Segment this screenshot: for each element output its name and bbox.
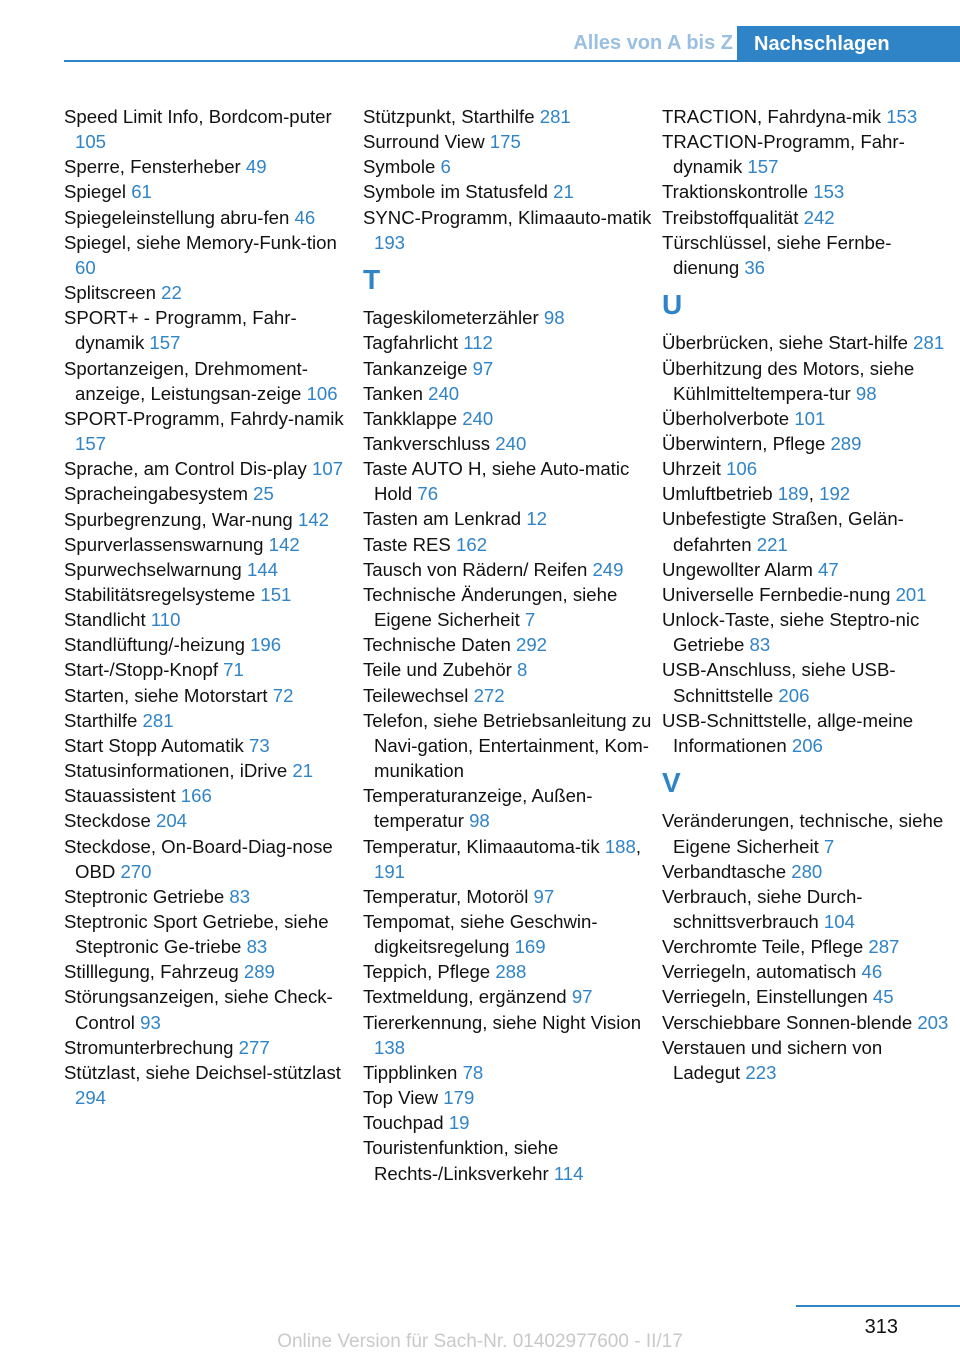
index-entry <box>64 808 354 833</box>
page-reference-link[interactable]: 47 <box>818 558 839 580</box>
page-reference-link[interactable]: 292 <box>515 634 548 656</box>
index-entry <box>662 230 952 280</box>
index-entry-text: Stützpunkt, Starthilfe <box>363 106 540 127</box>
page-reference-link[interactable]: 192 <box>819 483 851 505</box>
index-entry <box>64 280 354 305</box>
page-reference-link[interactable]: 19 <box>448 1112 470 1134</box>
index-entry <box>363 984 653 1009</box>
index-entry <box>662 481 952 506</box>
page-reference-link[interactable]: 153 <box>813 181 845 203</box>
page-reference-link[interactable]: 104 <box>823 910 855 932</box>
watermark: Online Version für Sach-Nr. 01402977600 - II/17 <box>277 1331 683 1352</box>
index-entry-text: Türschlüssel, siehe Fernbe-dienung <box>662 231 892 278</box>
index-entry <box>662 808 952 858</box>
index-entry-text: Stabilitätsregelsysteme <box>64 583 261 605</box>
index-entry-text: Tankklappe <box>363 407 463 429</box>
page-reference-link[interactable]: 240 <box>495 433 527 455</box>
page-reference-link[interactable]: 175 <box>489 131 521 153</box>
page-reference-link[interactable]: 46 <box>861 961 883 983</box>
index-entry-text: Sportanzeigen, Drehmoment-anzeige, Leistungsan-zeige <box>64 357 308 404</box>
index-entry <box>363 406 653 431</box>
page-reference-link[interactable]: 73 <box>249 734 270 756</box>
index-entry-text: Traktionskontrolle <box>662 181 814 203</box>
index-entry <box>64 632 354 657</box>
index-entry-text: Überhitzung des Motors, siehe Kühlmitteltempera-tur <box>662 357 915 404</box>
index-entry <box>662 1010 952 1035</box>
index-entry-text: Verstauen und sichern von Ladegut <box>662 1036 883 1083</box>
index-entry <box>662 984 952 1009</box>
page-reference-link[interactable]: 36 <box>744 256 766 278</box>
index-entry-text: Verbandtasche <box>662 860 792 882</box>
index-entry-text: Ungewollter Alarm <box>662 558 819 580</box>
page-reference-link[interactable]: 21 <box>292 760 314 782</box>
index-entry <box>64 758 354 783</box>
index-entry-text: Starthilfe <box>64 709 143 731</box>
page-reference-link[interactable]: 272 <box>473 684 505 706</box>
page-reference-link[interactable]: 60 <box>75 256 96 278</box>
page-reference-link[interactable]: 206 <box>778 684 810 706</box>
page-reference-link[interactable]: 142 <box>268 533 300 555</box>
page-reference-link[interactable]: 144 <box>246 558 278 580</box>
page-reference-link[interactable]: 97 <box>571 986 593 1008</box>
page-reference-link[interactable]: 242 <box>803 206 835 228</box>
index-entry-text: Stauassistent <box>64 785 181 807</box>
page-reference-link[interactable]: 196 <box>250 634 282 656</box>
index-entry <box>363 456 653 506</box>
index-entry-text: Überholverbote <box>662 407 795 429</box>
index-entry <box>662 431 952 456</box>
page-reference-link[interactable]: 249 <box>592 558 624 580</box>
index-entry-text: Stilllegung, Fahrzeug <box>64 961 244 983</box>
index-entry-text: TRACTION, Fahrdyna-mik <box>662 106 887 127</box>
index-entry <box>64 884 354 909</box>
index-entry <box>64 205 354 230</box>
page-reference-link[interactable]: 206 <box>791 734 823 756</box>
page-reference-link[interactable]: 289 <box>830 433 862 455</box>
index-entry <box>363 1135 653 1185</box>
index-entry <box>363 1060 653 1085</box>
index-entry-text: Sperre, Fensterheber <box>64 156 246 178</box>
page-reference-link[interactable]: 76 <box>417 483 439 505</box>
index-entry <box>64 959 354 984</box>
index-entry <box>64 607 354 632</box>
page-reference-link[interactable]: 83 <box>246 936 268 958</box>
index-entry-text: Starten, siehe Motorstart <box>64 684 273 706</box>
index-entry <box>363 179 653 204</box>
index-entry-text: SYNC-Programm, Klimaauto-matik <box>363 206 652 228</box>
page-reference-link[interactable]: 21 <box>553 181 574 203</box>
index-entry <box>363 356 653 381</box>
index-entry <box>662 708 952 758</box>
index-entry <box>662 205 952 230</box>
index-entry-text: Sprache, am Control Dis-play <box>64 458 313 480</box>
ref-separator: , <box>808 483 820 505</box>
index-entry <box>363 582 653 632</box>
index-entry <box>662 179 952 204</box>
page-reference-link[interactable]: 189 <box>777 483 809 505</box>
page-reference-link[interactable]: 277 <box>238 1036 270 1058</box>
index-entry <box>662 456 952 481</box>
index-entry <box>64 683 354 708</box>
page-reference-link[interactable]: 8 <box>517 659 528 681</box>
page-number: 313 <box>864 1316 898 1338</box>
index-entry <box>363 959 653 984</box>
index-entry <box>662 104 952 129</box>
index-entry-text: Touchpad <box>363 1112 449 1134</box>
index-entry <box>662 959 952 984</box>
index-entry-text: Standlicht <box>64 609 151 631</box>
page-reference-link[interactable]: 166 <box>180 785 212 807</box>
page-reference-link[interactable]: 169 <box>514 936 546 958</box>
index-entry-text: Technische Änderungen, siehe Eigene Sicherheit <box>363 583 618 631</box>
page-reference-link[interactable]: 287 <box>868 936 900 958</box>
index-entry <box>64 1035 354 1060</box>
index-entry-text: Temperatur, Klimaautoma-tik <box>363 835 605 857</box>
index-entry <box>363 1085 653 1110</box>
header-chapter-tab: Nachschlagen <box>737 26 960 62</box>
page-reference-link[interactable]: 72 <box>272 684 294 706</box>
index-entry-text: Verbrauch, siehe Durch-schnittsverbrauch <box>662 885 863 932</box>
index-entry-text: Uhrzeit <box>662 458 727 480</box>
index-column-3 <box>662 104 952 1085</box>
index-entry <box>662 582 952 607</box>
index-entry-text: SPORT+ - Programm, Fahr-dynamik <box>64 307 297 354</box>
index-column-1 <box>64 104 354 1110</box>
footer-rule <box>796 1305 960 1307</box>
index-entry <box>64 557 354 582</box>
index-entry <box>64 783 354 808</box>
index-entry <box>363 884 653 909</box>
index-entry-text: Steptronic Getriebe <box>64 885 230 907</box>
index-entry-text: USB-Anschluss, siehe USB-Schnittstelle <box>662 659 896 706</box>
index-entry-text: Veränderungen, technische, siehe Eigene Sicherheit <box>662 810 944 857</box>
index-entry <box>363 1110 653 1135</box>
index-entry <box>363 381 653 406</box>
index-entry <box>363 129 653 154</box>
index-entry <box>64 984 354 1034</box>
index-entry-text: Symbole im Statusfeld <box>363 181 554 203</box>
page-reference-link[interactable]: 7 <box>524 609 536 631</box>
index-entry <box>363 1010 653 1060</box>
page-reference-link[interactable]: 78 <box>462 1061 484 1083</box>
page-reference-link[interactable]: 97 <box>533 885 555 907</box>
index-entry <box>662 1035 952 1085</box>
index-entry-text: Technische Daten <box>363 634 516 656</box>
index-entry <box>363 154 653 179</box>
index-entry <box>64 230 354 280</box>
page-reference-link[interactable]: 240 <box>428 382 460 404</box>
index-entry <box>64 657 354 682</box>
index-entry-text: Textmeldung, ergänzend <box>363 986 572 1008</box>
index-entry-text: Taste RES <box>363 533 457 555</box>
index-entry-text: Spiegel <box>64 181 132 203</box>
index-entry-text: Steptronic Sport Getriebe, siehe Steptronic Ge-triebe <box>64 911 329 958</box>
page-reference-link[interactable]: 270 <box>120 860 152 882</box>
page-reference-link[interactable]: 83 <box>229 885 251 907</box>
index-entry-text: Unbefestigte Straßen, Gelän-defahrten <box>662 508 904 555</box>
page-reference-link[interactable]: 106 <box>306 382 338 404</box>
index-entry-text: Tausch von Rädern/ Reifen <box>363 558 593 580</box>
index-entry-text: TRACTION-Programm, Fahr-dynamik <box>662 131 905 178</box>
index-entry-text: Tanken <box>363 382 429 404</box>
index-entry-text: Überbrücken, siehe Start-hilfe <box>662 332 914 354</box>
index-entry-text: Surround View <box>363 131 490 153</box>
index-entry <box>662 934 952 959</box>
index-entry <box>64 582 354 607</box>
index-entry-text: Überwintern, Pflege <box>662 433 831 455</box>
index-entry <box>363 909 653 959</box>
index-entry-text: Unlock-Taste, siehe Steptro-nic Getriebe <box>662 609 920 656</box>
index-entry-text: Verriegeln, Einstellungen <box>662 986 873 1008</box>
index-entry-text: Teilewechsel <box>363 684 474 706</box>
index-entry-text: Treibstoffqualität <box>662 206 804 228</box>
index-entry <box>363 506 653 531</box>
index-entry <box>662 859 952 884</box>
page-reference-link[interactable]: 49 <box>245 156 267 178</box>
index-entry-text: Temperatur, Motoröl <box>363 885 534 907</box>
index-entry-text: Spiegeleinstellung abru-fen <box>64 206 295 228</box>
index-entry-text: Tiererkennung, siehe Night Vision <box>363 1011 642 1033</box>
page-reference-link[interactable]: 106 <box>726 458 758 480</box>
index-entry <box>363 305 653 330</box>
index-entry <box>662 356 952 406</box>
index-entry-text: Standlüftung/-heizung <box>64 634 251 656</box>
index-entry <box>64 708 354 733</box>
header-section-tab: Alles von A bis Z <box>573 32 733 54</box>
index-entry <box>363 632 653 657</box>
index-entry <box>64 104 354 154</box>
index-entry <box>662 884 952 934</box>
index-entry-text: Taste AUTO H, siehe Auto-matic Hold <box>363 458 630 505</box>
index-entry-text: Temperaturanzeige, Außen-temperatur <box>363 785 593 832</box>
index-entry <box>363 834 653 884</box>
page-reference-link[interactable]: 97 <box>472 357 494 379</box>
index-entry-text: Symbole <box>363 156 441 178</box>
index-entry-text: Steckdose, On-Board-Diag-nose OBD <box>64 835 333 882</box>
index-entry-text: Start Stopp Automatik <box>64 734 250 756</box>
page-reference-link[interactable]: 142 <box>297 508 329 530</box>
index-entry <box>363 532 653 557</box>
page-reference-link[interactable]: 107 <box>312 458 344 480</box>
index-entry <box>662 506 952 556</box>
index-entry-text: Verriegeln, automatisch <box>662 961 862 983</box>
page-reference-link[interactable]: 204 <box>156 810 188 832</box>
page-reference-link[interactable]: 201 <box>895 583 927 605</box>
page-reference-link[interactable]: 153 <box>886 106 918 127</box>
index-entry-text: SPORT-Programm, Fahrdy-namik <box>64 407 344 429</box>
index-entry <box>64 406 354 456</box>
page-reference-link[interactable]: 193 <box>374 231 406 253</box>
index-entry <box>363 557 653 582</box>
index-entry-text: Telefon, siehe Betriebsanleitung zu Navi-gation, Entertainment, Kom-munikation <box>363 709 652 782</box>
index-entry <box>363 657 653 682</box>
page-reference-link[interactable]: 162 <box>456 533 488 555</box>
page-reference-link[interactable]: 281 <box>142 709 174 731</box>
index-entry-text: Teile und Zubehör <box>363 659 518 681</box>
index-entry-text: Touristenfunktion, siehe Rechts-/Linksverkehr <box>363 1137 559 1184</box>
index-entry-text: Top View <box>363 1087 444 1109</box>
page-reference-link[interactable]: 12 <box>526 508 547 530</box>
index-entry <box>64 179 354 204</box>
page-reference-link[interactable]: 294 <box>75 1087 107 1109</box>
index-entry <box>64 356 354 406</box>
page-reference-link[interactable]: 7 <box>823 835 835 857</box>
index-entry <box>64 532 354 557</box>
index-entry-text: Teppich, Pflege <box>363 961 496 983</box>
page-reference-link[interactable]: 98 <box>469 810 490 832</box>
index-entry <box>363 330 653 355</box>
page-reference-link[interactable]: 157 <box>75 433 107 455</box>
index-entry <box>64 456 354 481</box>
index-entry-text: Start-/Stopp-Knopf <box>64 659 224 681</box>
page-reference-link[interactable]: 179 <box>443 1087 475 1109</box>
index-entry <box>363 205 653 255</box>
page-reference-link[interactable]: 157 <box>149 332 181 354</box>
index-entry <box>662 657 952 707</box>
page-reference-link[interactable]: 288 <box>495 961 527 983</box>
index-entry-text: Statusinformationen, iDrive <box>64 760 293 782</box>
header-rule <box>64 60 960 62</box>
page-reference-link[interactable]: 203 <box>917 1011 949 1033</box>
index-entry <box>363 683 653 708</box>
page-reference-link[interactable]: 138 <box>374 1036 406 1058</box>
index-entry <box>363 431 653 456</box>
index-entry-text: Stützlast, siehe Deichsel-stützlast <box>64 1061 341 1083</box>
page-reference-link[interactable]: 188 <box>604 835 636 857</box>
index-entry <box>64 154 354 179</box>
page-reference-link[interactable]: 105 <box>75 131 107 153</box>
index-entry-text: Universelle Fernbedie-nung <box>662 583 896 605</box>
index-entry-text: Tageskilometerzähler <box>363 307 544 329</box>
index-entry-text: Tankverschluss <box>363 433 496 455</box>
index-entry-text: Spracheingabesystem <box>64 483 254 505</box>
page-reference-link[interactable]: 98 <box>543 307 565 329</box>
index-entry <box>363 104 653 129</box>
index-entry-text: Spurverlassenswarnung <box>64 533 269 555</box>
page-reference-link[interactable]: 191 <box>374 860 406 882</box>
page-reference-link[interactable]: 61 <box>131 181 152 203</box>
page-reference-link[interactable]: 83 <box>749 634 771 656</box>
index-entry <box>64 305 354 355</box>
index-entry <box>662 607 952 657</box>
page-reference-link[interactable]: 157 <box>747 156 779 178</box>
index-entry-text: Tasten am Lenkrad <box>363 508 527 530</box>
index-entry-text: Spurbegrenzung, War-nung <box>64 508 298 530</box>
index-entry-text: Speed Limit Info, Bordcom-puter <box>64 106 332 127</box>
index-entry <box>662 330 952 355</box>
page-reference-link[interactable]: 240 <box>462 407 494 429</box>
index-entry-text: Splitscreen <box>64 282 162 304</box>
page-reference-link[interactable]: 6 <box>440 156 451 178</box>
page-reference-link[interactable]: 281 <box>913 332 945 354</box>
index-entry <box>64 909 354 959</box>
index-entry <box>662 557 952 582</box>
index-entry <box>64 481 354 506</box>
index-entry-text: Tippblinken <box>363 1061 463 1083</box>
page-reference-link[interactable]: 25 <box>253 483 274 505</box>
index-entry <box>64 733 354 758</box>
index-entry-text: USB-Schnittstelle, allge-meine Informationen <box>662 709 914 756</box>
index-letter-heading: V <box>662 767 681 799</box>
page-reference-link[interactable]: 46 <box>294 206 316 228</box>
page-reference-link[interactable]: 93 <box>140 1011 161 1033</box>
ref-separator: , <box>635 835 642 857</box>
index-entry-text: Stromunterbrechung <box>64 1036 239 1058</box>
index-letter-heading: T <box>363 263 381 295</box>
page-reference-link[interactable]: 101 <box>794 407 826 429</box>
index-entry-text: Tempomat, siehe Geschwin-digkeitsregelung <box>363 910 598 958</box>
page-reference-link[interactable]: 22 <box>161 282 182 304</box>
page-reference-link[interactable]: 223 <box>745 1061 777 1083</box>
index-entry-text: Spurwechselwarnung <box>64 558 247 580</box>
page-reference-link[interactable]: 45 <box>872 986 894 1008</box>
index-entry <box>662 129 952 179</box>
index-entry <box>363 783 653 833</box>
index-letter-heading: U <box>662 289 683 321</box>
index-entry-text: Verchromte Teile, Pflege <box>662 936 869 958</box>
page-reference-link[interactable]: 98 <box>855 382 877 404</box>
index-entry <box>64 834 354 884</box>
page-reference-link[interactable]: 221 <box>756 533 788 555</box>
page-reference-link[interactable]: 112 <box>463 332 493 354</box>
index-entry-text: Steckdose <box>64 810 156 832</box>
page-reference-link[interactable]: 71 <box>223 659 244 681</box>
index-entry-text: Umluftbetrieb <box>662 483 778 505</box>
index-entry <box>64 1060 354 1110</box>
page-reference-link[interactable]: 281 <box>539 106 571 127</box>
index-entry-text: Tankanzeige <box>363 357 473 379</box>
index-column-2 <box>363 104 653 1186</box>
page-reference-link[interactable]: 114 <box>553 1162 584 1184</box>
index-entry <box>363 708 653 783</box>
index-entry-text: Störungsanzeigen, siehe Check-Control <box>64 986 333 1033</box>
page-reference-link[interactable]: 289 <box>243 961 275 983</box>
page-reference-link[interactable]: 280 <box>791 860 823 882</box>
page-reference-link[interactable]: 110 <box>150 609 181 631</box>
index-entry-text: Verschiebbare Sonnen-blende <box>662 1011 918 1033</box>
index-entry-text: Tagfahrlicht <box>363 332 464 354</box>
index-entry <box>64 507 354 532</box>
index-entry <box>662 406 952 431</box>
index-entry-text: Spiegel, siehe Memory-Funk-tion <box>64 231 337 253</box>
page-reference-link[interactable]: 151 <box>260 583 292 605</box>
